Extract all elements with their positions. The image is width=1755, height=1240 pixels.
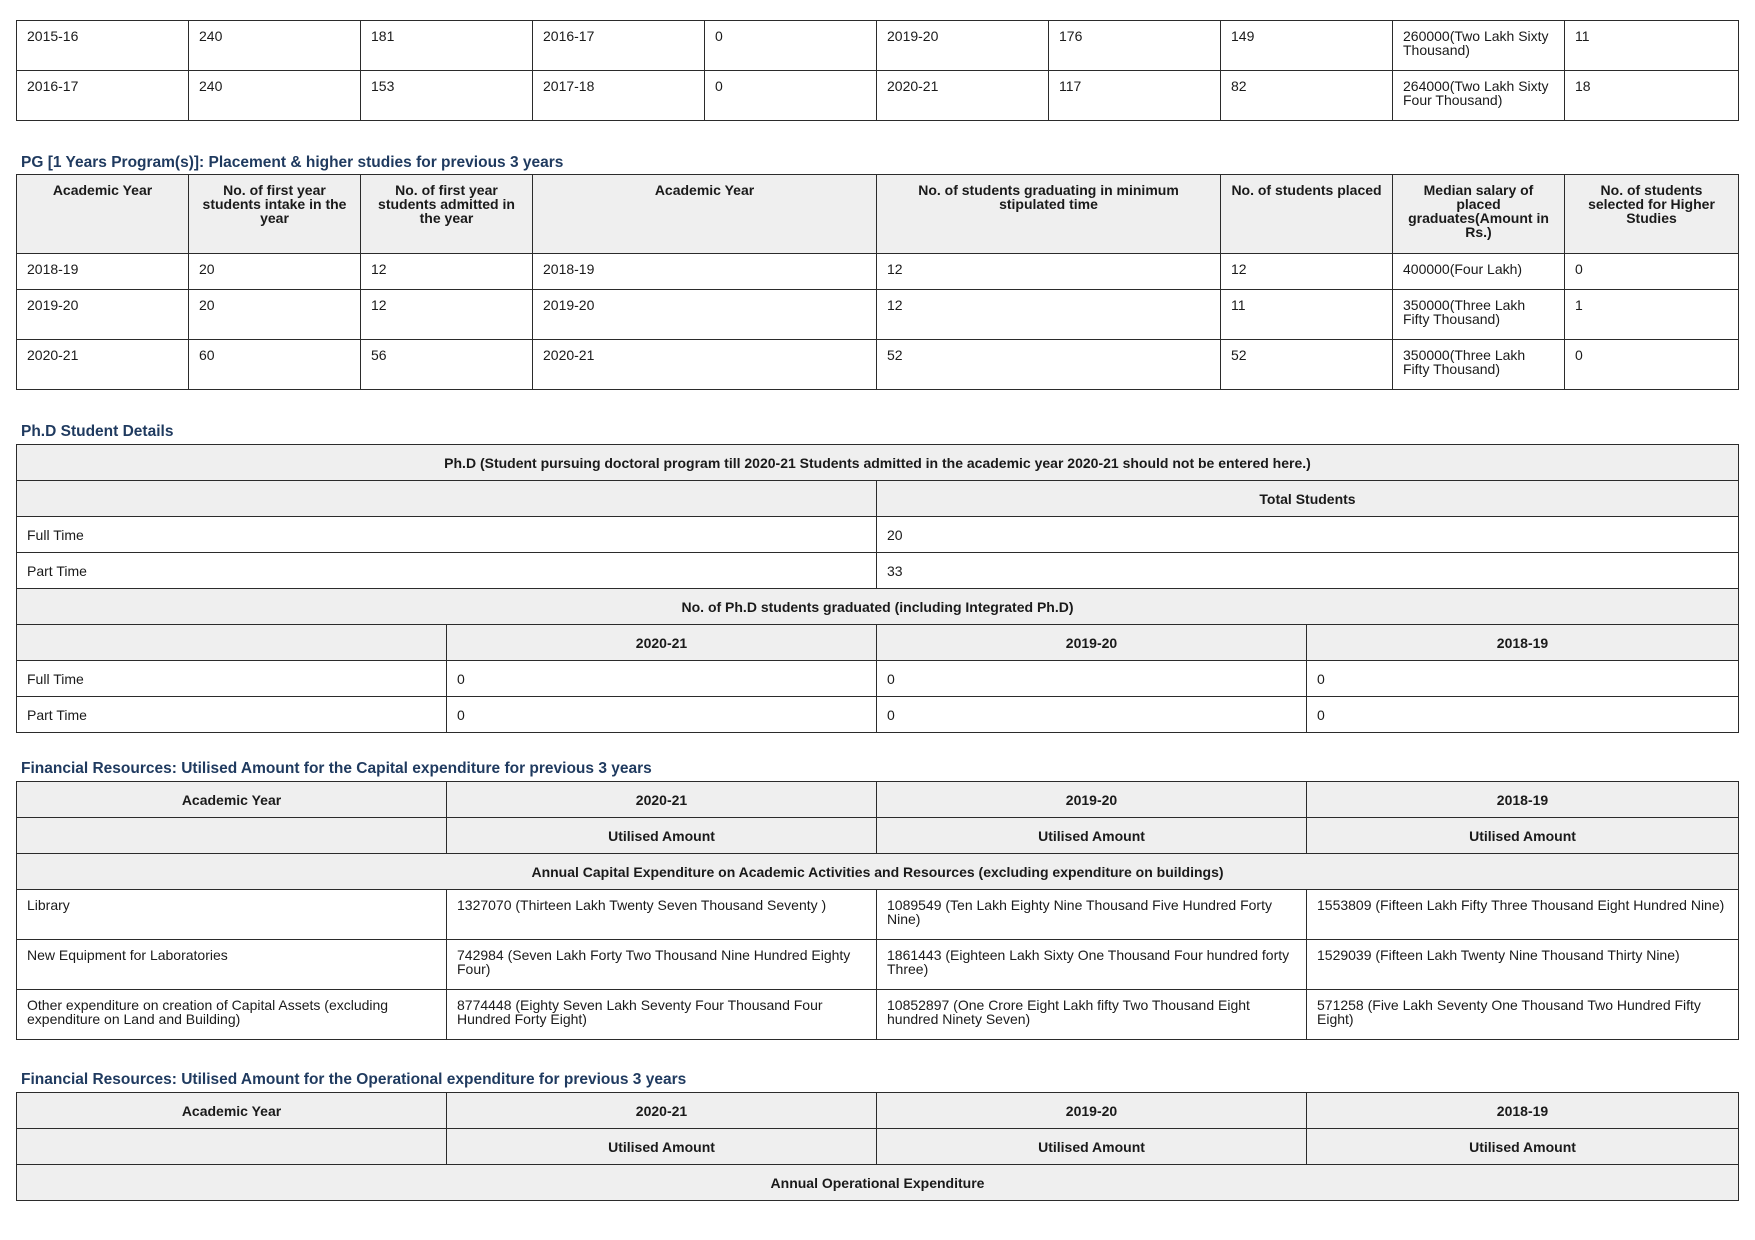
table-row	[17, 21, 1739, 71]
table-row	[17, 290, 1739, 340]
cell: 260000(Two Lakh Sixty Thousand)	[1393, 21, 1565, 71]
cell: 52	[1221, 340, 1393, 390]
column-header: No. of first year students admitted in the year	[361, 175, 533, 254]
year-header: 2020-21	[447, 782, 877, 818]
cell: 0	[1565, 340, 1739, 390]
cell: 12	[361, 254, 533, 290]
cell: 11	[1565, 21, 1739, 71]
phd-banner: Ph.D (Student pursuing doctoral program till 2020-21 Students admitted in the academic year 2020-21 should not be entered here.)	[17, 445, 1739, 481]
cell: 153	[361, 71, 533, 121]
cell: 18	[1565, 71, 1739, 121]
cell: 33	[877, 553, 1739, 589]
academic-year-header: Academic Year	[17, 782, 447, 818]
cell: 2020-21	[17, 340, 189, 390]
cell: 117	[1049, 71, 1221, 121]
header-row	[17, 481, 1739, 517]
column-header: Academic Year	[17, 175, 189, 254]
cell: 149	[1221, 21, 1393, 71]
row-label: Full Time	[17, 661, 447, 697]
total-students-header: Total Students	[877, 481, 1739, 517]
table-row	[17, 71, 1739, 121]
cell: 0	[705, 71, 877, 121]
cell: 240	[189, 21, 361, 71]
cell: 0	[705, 21, 877, 71]
cell: 1861443 (Eighteen Lakh Sixty One Thousand Four hundred forty Three)	[877, 940, 1307, 990]
header-row	[17, 1129, 1739, 1165]
cell: 181	[361, 21, 533, 71]
operational-banner: Annual Operational Expenditure	[17, 1165, 1739, 1201]
cell: 0	[1565, 254, 1739, 290]
header-row	[17, 818, 1739, 854]
academic-year-header: Academic Year	[17, 1093, 447, 1129]
utilised-amount-header: Utilised Amount	[447, 1129, 877, 1165]
cell: 20	[877, 517, 1739, 553]
year-header: 2018-19	[1307, 625, 1739, 661]
banner-row	[17, 1165, 1739, 1201]
cell: 400000(Four Lakh)	[1393, 254, 1565, 290]
cell: 0	[447, 661, 877, 697]
empty-header	[17, 481, 877, 517]
cell: 10852897 (One Crore Eight Lakh fifty Two Thousand Eight hundred Ninety Seven)	[877, 990, 1307, 1040]
utilised-amount-header: Utilised Amount	[877, 818, 1307, 854]
table-row	[17, 553, 1739, 589]
row-label: Other expenditure on creation of Capital Assets (excluding expenditure on Land and Building)	[17, 990, 447, 1040]
section-title-operational-expenditure: Financial Resources: Utilised Amount for the Operational expenditure for previous 3 years	[21, 1071, 687, 1088]
year-header: 2019-20	[877, 625, 1307, 661]
cell: 350000(Three Lakh Fifty Thousand)	[1393, 340, 1565, 390]
table-row	[17, 990, 1739, 1040]
ug-placement-table-continued	[16, 20, 1739, 121]
year-header: 2018-19	[1307, 1093, 1739, 1129]
banner-row	[17, 854, 1739, 890]
cell: 52	[877, 340, 1221, 390]
cell: 1089549 (Ten Lakh Eighty Nine Thousand Five Hundred Forty Nine)	[877, 890, 1307, 940]
cell: 0	[1307, 661, 1739, 697]
cell: 240	[189, 71, 361, 121]
cell: 1327070 (Thirteen Lakh Twenty Seven Thousand Seventy )	[447, 890, 877, 940]
cell: 20	[189, 290, 361, 340]
cell: 571258 (Five Lakh Seventy One Thousand Two Hundred Fifty Eight)	[1307, 990, 1739, 1040]
utilised-amount-header: Utilised Amount	[877, 1129, 1307, 1165]
cell: 2020-21	[877, 71, 1049, 121]
cell: 2017-18	[533, 71, 705, 121]
column-header: No. of students placed	[1221, 175, 1393, 254]
graduated-banner: No. of Ph.D students graduated (including Integrated Ph.D)	[17, 589, 1739, 625]
section-title-capital-expenditure: Financial Resources: Utilised Amount for the Capital expenditure for previous 3 years	[21, 760, 652, 777]
capital-banner: Annual Capital Expenditure on Academic Activities and Resources (excluding expenditure on buildings)	[17, 854, 1739, 890]
cell: 12	[877, 254, 1221, 290]
cell: 0	[1307, 697, 1739, 733]
cell: 11	[1221, 290, 1393, 340]
cell: 742984 (Seven Lakh Forty Two Thousand Nine Hundred Eighty Four)	[447, 940, 877, 990]
pg-placement-table	[16, 174, 1739, 390]
table-row	[17, 517, 1739, 553]
cell: 2019-20	[533, 290, 877, 340]
empty-header	[17, 1129, 447, 1165]
cell: 0	[877, 697, 1307, 733]
row-label: Part Time	[17, 697, 447, 733]
row-label: New Equipment for Laboratories	[17, 940, 447, 990]
cell: 2015-16	[17, 21, 189, 71]
utilised-amount-header: Utilised Amount	[1307, 1129, 1739, 1165]
cell: 1553809 (Fifteen Lakh Fifty Three Thousand Eight Hundred Nine)	[1307, 890, 1739, 940]
utilised-amount-header: Utilised Amount	[447, 818, 877, 854]
cell: 176	[1049, 21, 1221, 71]
column-header: No. of students graduating in minimum stipulated time	[877, 175, 1221, 254]
banner-row	[17, 589, 1739, 625]
phd-details-table	[16, 444, 1739, 733]
table-row	[17, 340, 1739, 390]
row-label: Library	[17, 890, 447, 940]
table-row	[17, 254, 1739, 290]
banner-row	[17, 445, 1739, 481]
cell: 2016-17	[533, 21, 705, 71]
column-header: No. of students selected for Higher Studies	[1565, 175, 1739, 254]
empty-header	[17, 625, 447, 661]
table-row	[17, 940, 1739, 990]
capital-expenditure-table	[16, 781, 1739, 1040]
cell: 12	[361, 290, 533, 340]
section-title-phd: Ph.D Student Details	[21, 423, 174, 440]
year-header: 2020-21	[447, 625, 877, 661]
cell: 1	[1565, 290, 1739, 340]
year-header: 2019-20	[877, 1093, 1307, 1129]
row-label: Full Time	[17, 517, 877, 553]
cell: 82	[1221, 71, 1393, 121]
cell: 56	[361, 340, 533, 390]
year-header: 2020-21	[447, 1093, 877, 1129]
empty-header	[17, 818, 447, 854]
cell: 60	[189, 340, 361, 390]
column-header: Median salary of placed graduates(Amount in Rs.)	[1393, 175, 1565, 254]
cell: 2018-19	[533, 254, 877, 290]
year-header: 2018-19	[1307, 782, 1739, 818]
table-row	[17, 890, 1739, 940]
cell: 1529039 (Fifteen Lakh Twenty Nine Thousand Thirty Nine)	[1307, 940, 1739, 990]
cell: 0	[447, 697, 877, 733]
table-row	[17, 661, 1739, 697]
cell: 12	[877, 290, 1221, 340]
header-row	[17, 175, 1739, 254]
year-header: 2019-20	[877, 782, 1307, 818]
cell: 264000(Two Lakh Sixty Four Thousand)	[1393, 71, 1565, 121]
operational-expenditure-table	[16, 1092, 1739, 1201]
cell: 0	[877, 661, 1307, 697]
section-title-pg-placement: PG [1 Years Program(s)]: Placement & higher studies for previous 3 years	[21, 154, 564, 171]
cell: 8774448 (Eighty Seven Lakh Seventy Four Thousand Four Hundred Forty Eight)	[447, 990, 877, 1040]
header-row	[17, 1093, 1739, 1129]
cell: 12	[1221, 254, 1393, 290]
cell: 20	[189, 254, 361, 290]
cell: 2020-21	[533, 340, 877, 390]
cell: 2016-17	[17, 71, 189, 121]
header-row	[17, 782, 1739, 818]
cell: 2019-20	[17, 290, 189, 340]
column-header: No. of first year students intake in the year	[189, 175, 361, 254]
cell: 2019-20	[877, 21, 1049, 71]
utilised-amount-header: Utilised Amount	[1307, 818, 1739, 854]
column-header: Academic Year	[533, 175, 877, 254]
header-row	[17, 625, 1739, 661]
cell: 350000(Three Lakh Fifty Thousand)	[1393, 290, 1565, 340]
cell: 2018-19	[17, 254, 189, 290]
row-label: Part Time	[17, 553, 877, 589]
table-row	[17, 697, 1739, 733]
